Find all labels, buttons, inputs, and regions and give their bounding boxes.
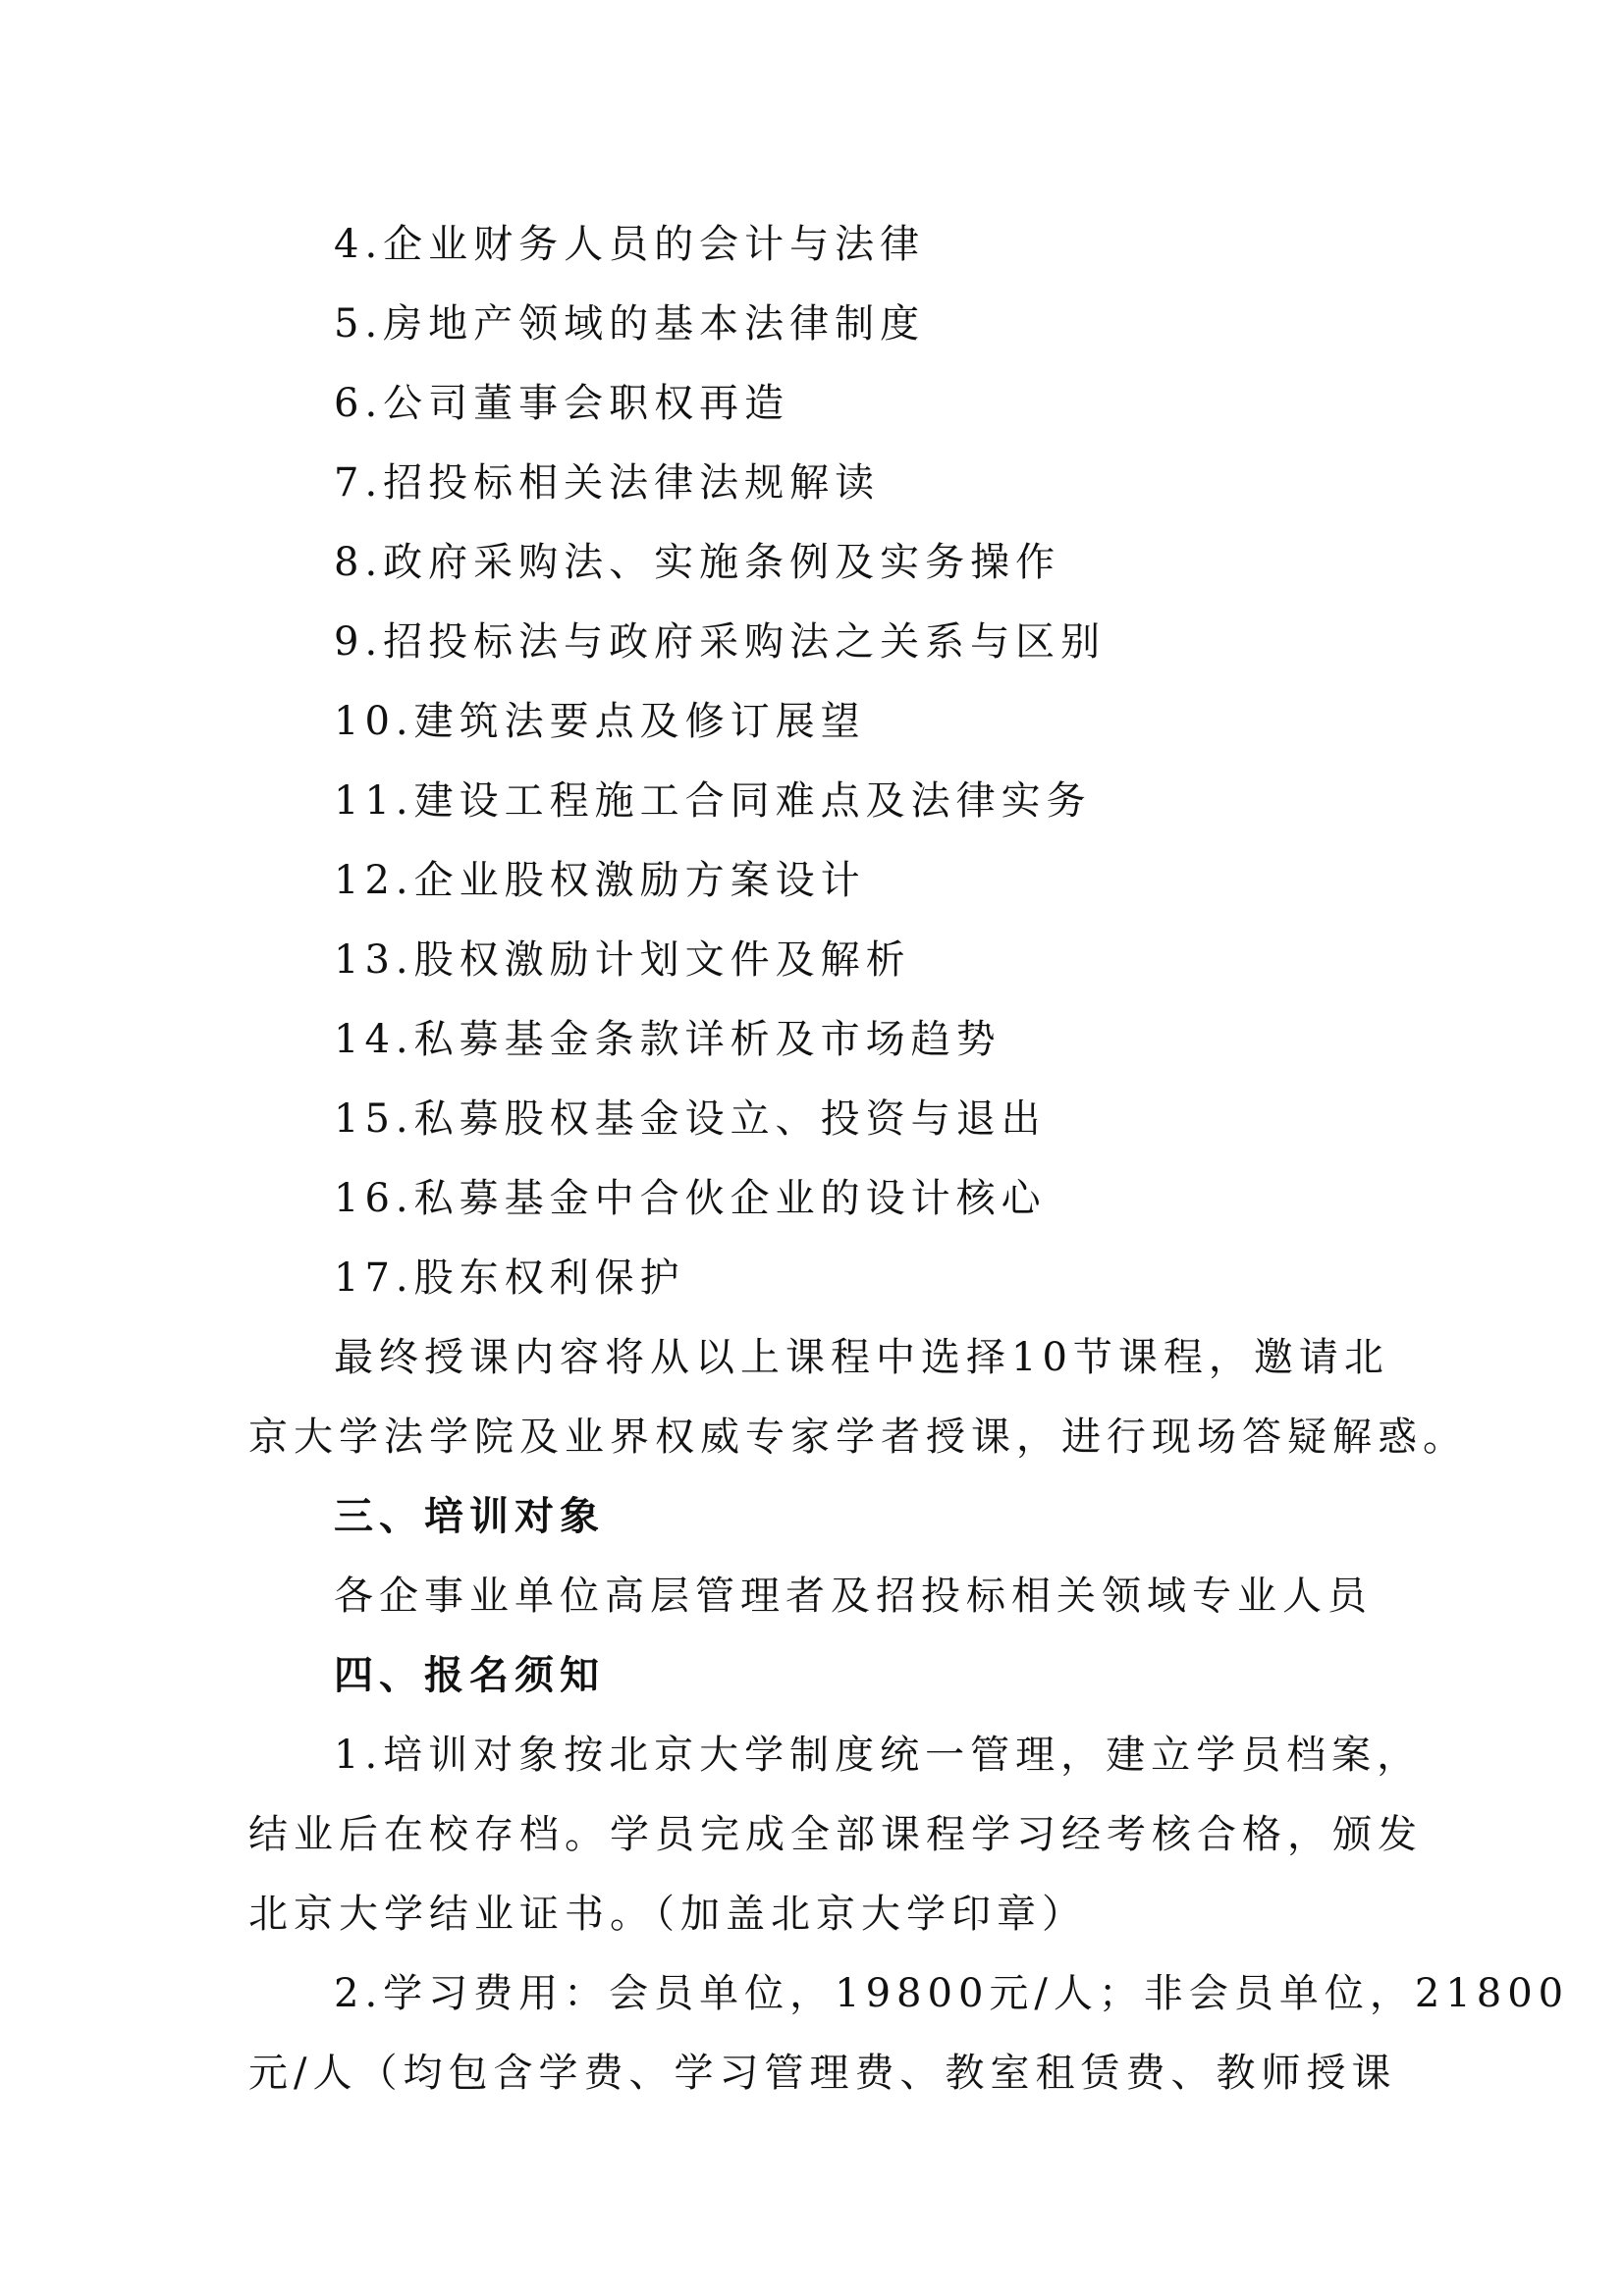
- section-heading-registration: 四、报名须知: [334, 1652, 605, 1698]
- course-item: 6.公司董事会职权再造: [334, 381, 790, 426]
- registration-item-2-line-2: 元/人（均包含学费、学习管理费、教室租赁费、教师授课: [248, 2051, 1397, 2096]
- registration-item-1-line-3: 北京大学结业证书。（加盖北京大学印章）: [248, 1892, 1087, 1937]
- course-item: 13.股权激励计划文件及解析: [334, 937, 911, 983]
- course-item: 14.私募基金条款详析及市场趋势: [334, 1017, 1001, 1062]
- course-item: 10.建筑法要点及修订展望: [334, 699, 866, 744]
- summary-line-1: 最终授课内容将从以上课程中选择10节课程，邀请北: [334, 1335, 1389, 1380]
- course-item: 7.招投标相关法律法规解读: [334, 460, 881, 506]
- course-item: 9.招投标法与政府采购法之关系与区别: [334, 619, 1107, 665]
- course-item: 11.建设工程施工合同难点及法律实务: [334, 778, 1092, 824]
- registration-item-1-line-1: 1.培训对象按北京大学制度统一管理，建立学员档案，: [334, 1733, 1423, 1778]
- registration-item-2-line-1: 2.学习费用：会员单位，19800元/人；非会员单位，21800: [334, 1971, 1570, 2016]
- course-item: 17.股东权利保护: [334, 1255, 685, 1301]
- training-target-text: 各企事业单位高层管理者及招投标相关领域专业人员: [334, 1574, 1373, 1619]
- registration-item-1-line-2: 结业后在校存档。学员完成全部课程学习经考核合格，颁发: [248, 1812, 1423, 1857]
- course-item: 8.政府采购法、实施条例及实务操作: [334, 540, 1061, 585]
- section-heading-training-target: 三、培训对象: [334, 1493, 605, 1539]
- summary-line-2: 京大学法学院及业界权威专家学者授课，进行现场答疑解惑。: [248, 1415, 1468, 1460]
- course-item: 16.私募基金中合伙企业的设计核心: [334, 1176, 1047, 1221]
- course-item: 5.房地产领域的基本法律制度: [334, 301, 926, 347]
- course-item: 15.私募股权基金设立、投资与退出: [334, 1096, 1047, 1142]
- course-item: 4.企业财务人员的会计与法律: [334, 222, 926, 267]
- course-item: 12.企业股权激励方案设计: [334, 858, 866, 903]
